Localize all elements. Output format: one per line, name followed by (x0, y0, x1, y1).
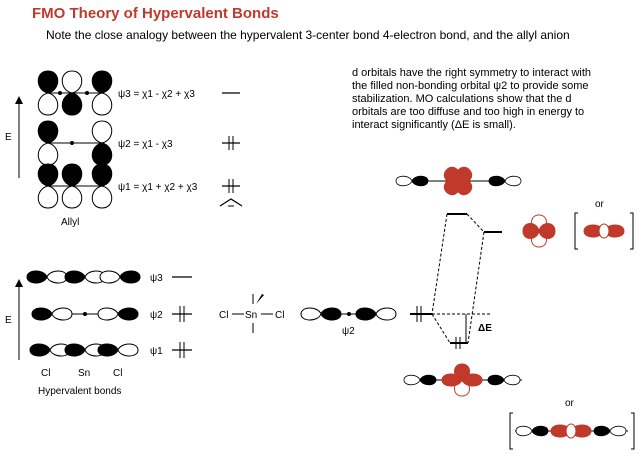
allyl-psi3-orbitals (38, 71, 112, 115)
atom-label-cl-left: Cl (41, 368, 51, 379)
psi2-center-orbital (301, 308, 396, 320)
allyl-psi2-equation: ψ2 = χ1 - χ3 (118, 139, 173, 150)
dz2-orbital-bracket-bottom (510, 413, 634, 449)
hypervalent-energy-axis (5, 279, 23, 360)
energy-label-hypervalent: E (5, 315, 12, 326)
notes-block (352, 67, 591, 131)
sncl-molecule (219, 294, 284, 333)
note-line-5: interact significantly (ΔE is small). (352, 119, 516, 131)
subtitle: Note the close analogy between the hypervalent 3-center bond 4-electron bond, and the allyl anion (46, 28, 570, 42)
hypervalent-psi1-level (172, 342, 192, 358)
note-line-2: the filled non-bonding orbital ψ2 to provide some (352, 80, 589, 92)
hypervalent-psi1-orbitals (30, 344, 138, 356)
atom-label-cl-right: Cl (113, 368, 123, 379)
d-orbital-bottom (404, 364, 522, 396)
hypervalent-caption: Hypervalent bonds (38, 386, 122, 397)
d-orbital-top (396, 164, 521, 197)
molecule-cl-left: Cl (219, 310, 229, 321)
hypervalent-psi3-label: ψ3 (150, 273, 163, 284)
energy-label-allyl: E (5, 132, 12, 143)
psi2-center-label: ψ2 (342, 326, 355, 337)
allyl-psi2-orbitals (38, 121, 112, 165)
molecule-cl-right: Cl (275, 310, 285, 321)
delta-e-label: ΔE (478, 323, 492, 334)
note-line-4: orbitals are too diffuse and too high in energy to (352, 106, 585, 118)
note-line-1: d orbitals have the right symmetry to interact with (352, 67, 592, 79)
allyl-psi1-equation: ψ1 = χ1 + χ2 + χ3 (118, 182, 198, 193)
molecule-sn: Sn (245, 310, 258, 321)
allyl-psi3-equation: ψ3 = χ1 - χ2 + χ3 (118, 89, 195, 100)
hypervalent-psi1-label: ψ1 (150, 346, 163, 357)
note-line-3: stabilization. MO calculations show that the d (352, 93, 572, 105)
dz2-orbital-bracket-top (575, 213, 633, 249)
or-label-top: or (595, 199, 604, 210)
or-label-bottom: or (565, 398, 574, 409)
hypervalent-psi2-level (172, 306, 192, 322)
hypervalent-psi2-orbitals (32, 308, 138, 320)
d-orbital-right (523, 215, 555, 247)
page-title: FMO Theory of Hypervalent Bonds (32, 5, 279, 22)
hypervalent-psi2-label: ψ2 (150, 310, 163, 321)
atom-label-sn: Sn (78, 368, 91, 379)
hypervalent-psi3-orbitals (27, 271, 140, 283)
allyl-caption: Allyl (61, 217, 80, 228)
allyl-psi1-level (222, 179, 240, 193)
allyl-anion-icon (220, 199, 242, 206)
allyl-psi1-orbitals (38, 164, 112, 208)
allyl-energy-axis (5, 96, 23, 178)
allyl-psi2-level (222, 136, 240, 150)
